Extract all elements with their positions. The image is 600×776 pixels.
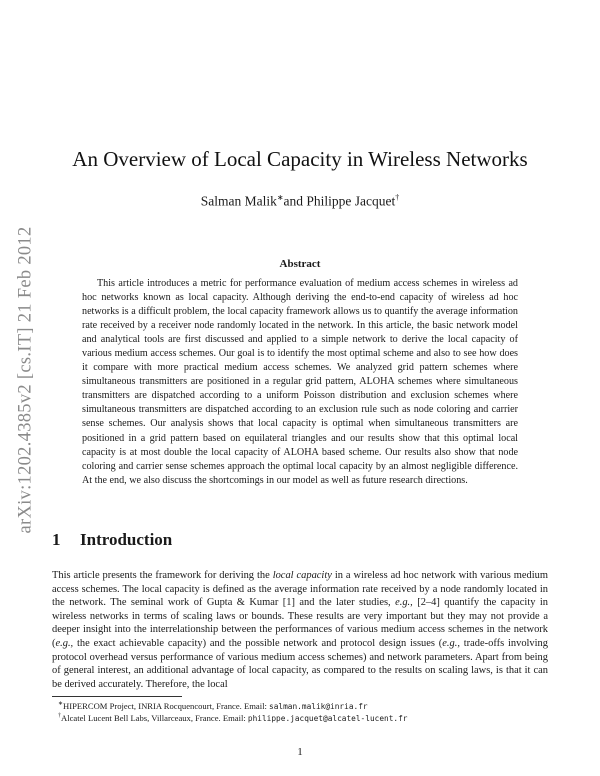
footnote-mark: ∗ <box>58 701 64 707</box>
text-run: trade-offs involving protocol overhead versus performance of various medium access schemes) and network parameters. Apart from being of general interest, an additional advantage of local capacity, as compared to the results on scaling laws, is that it can be derived accurately. Therefore, the local <box>52 637 548 690</box>
footnote-email: salman.malik@inria.fr <box>269 701 368 711</box>
arxiv-identifier <box>6 200 46 560</box>
emphasis-text: local capacity <box>272 570 332 581</box>
author-name: Salman Malik <box>200 193 277 209</box>
footnote <box>58 711 558 724</box>
footnote-mark: † <box>58 713 61 719</box>
author-list <box>0 193 600 210</box>
text-run: in a wireless ad hoc network with various medium access schemes. The local capacity is defined as the average information rate received by a node randomly located in the network. The seminal work of Gupta & Kumar [1] and the later studies, <box>52 570 548 609</box>
introduction-paragraph <box>52 569 548 691</box>
text-run: This article presents the framework for deriving the <box>52 570 273 581</box>
emphasis-text: e.g., <box>442 637 460 649</box>
arxiv-identifier-text: arXiv:1202.4385v2 [cs.IT] 21 Feb 2012 <box>15 226 36 534</box>
section-number: 1 <box>52 530 61 549</box>
paper-title: An Overview of Local Capacity in Wireless Networks <box>72 147 528 171</box>
emphasis-text: e.g., <box>55 637 74 649</box>
text-run: [2–4] quantify the capacity in wireless networks in terms of scaling laws or bounds. These results are very important but they may not provide a deeper insight into the interrelationship between the performances of various medium access schemes in the network ( <box>52 597 548 649</box>
footnote-divider <box>52 696 182 697</box>
footnote <box>58 699 558 712</box>
abstract-text: This article introduces a metric for performance evaluation of medium access schemes in wireless ad hoc networks known as local capacity. Although deriving the end-to-end capacity of wireless ad hoc networks is a difficult problem, the local capacity framework allows us to quantify the average information rate received by a receiver node randomly located in the network. In this article, the basic network model and analytical tools are first discussed and applied to a simple network to derive the local capacity of various medium access schemes. Our goal is to identify the most optimal scheme and also to see how does it compare with more practical medium access schemes. We analyzed grid pattern schemes where simultaneous transmitters are positioned in a regular grid pattern, ALOHA schemes where simultaneous transmitters are dispatched according to a uniform Poisson distribution and exclusion schemes where simultaneous transmitters are dispatched according to an exclusion rule such as node coloring and carrier sense schemes. Our analysis shows that local capacity is optimal when simultaneous transmitters are positioned in a grid pattern based on equilateral triangles and our results show that this optimal local capacity is at most double the local capacity of ALOHA based scheme. Our results also show that node coloring and carrier sense schemes approach the optimal local capacity by an almost negligible difference. At the end, we also discuss the shortcomings in our model as well as future research directions. <box>82 278 518 486</box>
footnote-text: Alcatel Lucent Bell Labs, Villarceaux, France. Email: <box>61 712 248 723</box>
author-connector: and <box>283 193 307 209</box>
author-footnote-mark: ∗ <box>276 193 284 202</box>
section-title: Introduction <box>80 530 173 549</box>
footnote-email: philippe.jacquet@alcatel-lucent.fr <box>247 713 408 723</box>
page-number: 1 <box>297 746 303 758</box>
abstract-heading: Abstract <box>279 258 321 270</box>
text-run: the exact achievable capacity) and the possible network and protocol design issues ( <box>73 637 443 649</box>
author-footnote-mark: † <box>395 193 400 202</box>
author-name: Philippe Jacquet <box>306 193 396 209</box>
section-heading <box>52 530 172 550</box>
footnote-text: HIPERCOM Project, INRIA Rocquencourt, France. Email: <box>63 700 270 711</box>
emphasis-text: e.g., <box>395 597 413 609</box>
